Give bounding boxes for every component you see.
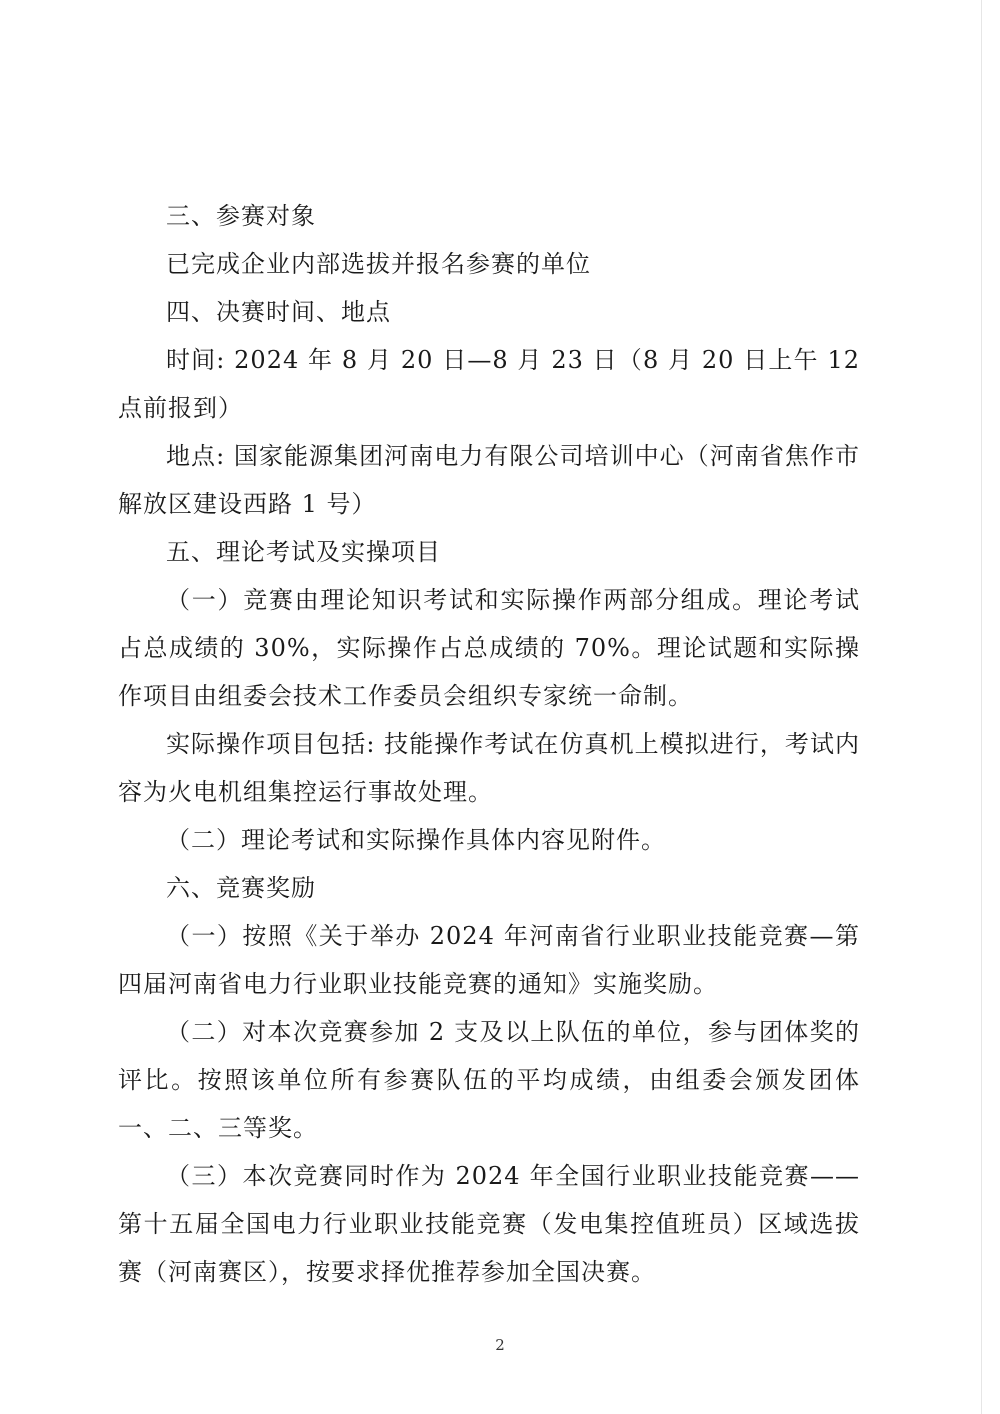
- location-paragraph: 地点: 国家能源集团河南电力有限公司培训中心（河南省焦作市解放区建设西路 1 号）: [118, 442, 860, 518]
- practical-items-paragraph: 实际操作项目包括: 技能操作考试在仿真机上模拟进行，考试内容为火电机组集控运行事故处理。: [118, 730, 860, 806]
- exam-composition-paragraph: （一）竞赛由理论知识考试和实际操作两部分组成。理论考试占总成绩的 30%，实际操作占总成绩的 70%。理论试题和实际操作项目由组委会技术工作委员会组织专家统一命制。: [118, 586, 860, 710]
- section-heading-time-location: 四、决赛时间、地点: [166, 298, 391, 326]
- document-body: [118, 192, 860, 1296]
- page-edge: [981, 0, 982, 1414]
- time-paragraph: 时间: 2024 年 8 月 20 日—8 月 23 日（8 月 20 日上午 12 点前报到）: [118, 346, 860, 422]
- award-paragraph-1: （一）按照《关于举办 2024 年河南省行业职业技能竞赛—第四届河南省电力行业职业技能竞赛的通知》实施奖励。: [118, 922, 860, 998]
- award-paragraph-3: （三）本次竞赛同时作为 2024 年全国行业职业技能竞赛——第十五届全国电力行业职业技能竞赛（发电集控值班员）区域选拔赛（河南赛区），按要求择优推荐参加全国决赛。: [118, 1162, 860, 1286]
- page-number: 2: [495, 1336, 505, 1354]
- section-heading-exam-items: 五、理论考试及实操项目: [166, 538, 441, 566]
- section-heading-participants: 三、参赛对象: [166, 202, 316, 230]
- exam-content-paragraph: （二）理论考试和实际操作具体内容见附件。: [166, 826, 666, 854]
- participants-paragraph: 已完成企业内部选拔并报名参赛的单位: [166, 250, 591, 278]
- section-heading-awards: 六、竞赛奖励: [166, 874, 316, 902]
- award-paragraph-2: （二）对本次竞赛参加 2 支及以上队伍的单位，参与团体奖的评比。按照该单位所有参赛队伍的平均成绩，由组委会颁发团体一、二、三等奖。: [118, 1018, 860, 1142]
